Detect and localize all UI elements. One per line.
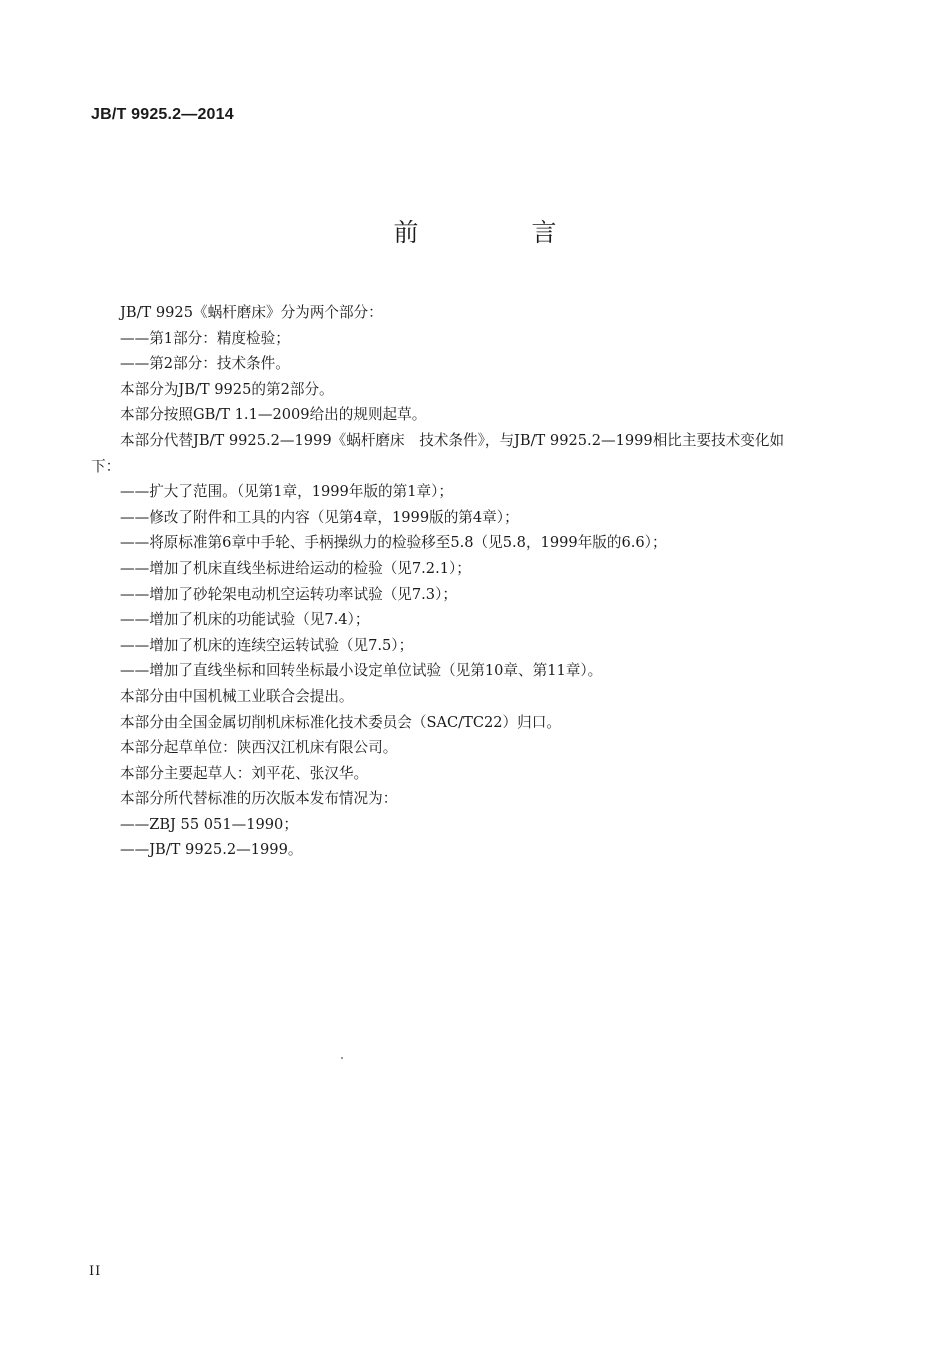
list-item-history-1: ——ZBJ 55 051—1990；	[120, 815, 298, 833]
list-item-change-7: ——增加了机床的连续空运转试验（见7.5）；	[120, 636, 414, 654]
paragraph-replacement-line-2: 下：	[91, 457, 121, 475]
paragraph-drafting-unit: 本部分起草单位：陕西汉江机床有限公司。	[120, 739, 398, 757]
paragraph-history-intro: 本部分所代替标准的历次版本发布情况为：	[120, 790, 398, 808]
list-item-change-5: ——增加了砂轮架电动机空运转功率试验（见7.3）；	[120, 585, 457, 603]
paragraph-part-scope: 本部分为JB/T 9925的第2部分。	[120, 380, 334, 398]
paragraph-drafters: 本部分主要起草人：刘平花、张汉华。	[120, 764, 369, 782]
page-number: II	[89, 1264, 102, 1279]
standard-code: JB/T 9925.2—2014	[91, 106, 234, 123]
paragraph-proposer: 本部分由中国机械工业联合会提出。	[120, 687, 354, 705]
list-item-part-1: ——第1部分：精度检验；	[120, 329, 290, 347]
list-item-part-2: ——第2部分：技术条件。	[120, 355, 290, 373]
foreword-body	[91, 300, 851, 863]
paragraph-drafting-rules: 本部分按照GB/T 1.1—2009给出的规则起草。	[120, 406, 427, 424]
page-title: 前 言	[393, 218, 601, 247]
list-item-change-1: ——扩大了范围。（见第1章，1999年版的第1章）；	[120, 483, 453, 501]
list-item-history-2: ——JB/T 9925.2—1999。	[120, 841, 303, 859]
list-item-change-6: ——增加了机床的功能试验（见7.4）；	[120, 611, 370, 629]
list-item-change-3: ——将原标准第6章中手轮、手柄操纵力的检验移至5.8（见5.8，1999年版的6.6）；	[120, 534, 667, 552]
scan-speck	[341, 1057, 343, 1059]
paragraph-replacement-line-1: 本部分代替JB/T 9925.2—1999《蜗杆磨床 技术条件》，与JB/T 9925.2—1999相比主要技术变化如	[120, 431, 785, 449]
paragraph-committee: 本部分由全国金属切削机床标准化技术委员会（SAC/TC22）归口。	[120, 713, 561, 731]
list-item-change-2: ——修改了附件和工具的内容（见第4章，1999版的第4章）；	[120, 508, 519, 526]
list-item-change-4: ——增加了机床直线坐标进给运动的检验（见7.2.1）；	[120, 559, 471, 577]
paragraph-parts-intro: JB/T 9925《蜗杆磨床》分为两个部分：	[120, 304, 383, 321]
list-item-change-8: ——增加了直线坐标和回转坐标最小设定单位试验（见第10章、第11章）。	[120, 662, 603, 680]
